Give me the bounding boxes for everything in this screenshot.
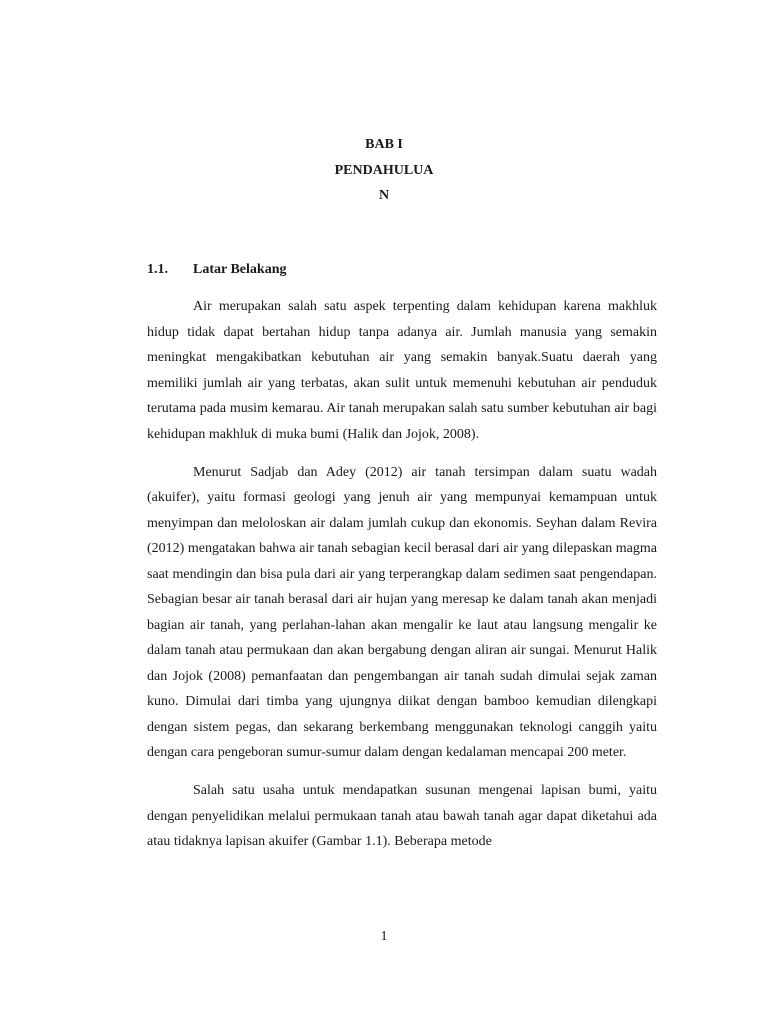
chapter-title-line-1: PENDAHULUA: [334, 163, 434, 178]
section-title: Latar Belakang: [193, 262, 287, 277]
chapter-title-line-2: N: [378, 188, 390, 203]
page-number: 1: [380, 929, 388, 944]
body-text: [147, 294, 657, 867]
paragraph: Air merupakan salah satu aspek terpenting dalam kehidupan karena makhluk hidup tidak dapat bertahan hidup tanpa adanya air. Jumlah manusia yang semakin meningkat mengakibatkan kebutuhan air yang semakin banyak.Suatu daerah yang memiliki jumlah air yang terbatas, akan sulit untuk memenuhi kebutuhan air penduduk terutama pada musim kemarau. Air tanah merupakan salah satu sumber kebutuhan air bagi kehidupan makhluk di muka bumi (Halik dan Jojok, 2008).: [147, 299, 657, 442]
section-number: 1.1.: [147, 262, 168, 277]
paragraph: Menurut Sadjab dan Adey (2012) air tanah tersimpan dalam suatu wadah (akuifer), yaitu formasi geologi yang jenuh air yang mempunyai kemampuan untuk menyimpan dan meloloskan air dalam jumlah cukup dan ekonomis. Seyhan dalam Revira (2012) mengatakan bahwa air tanah sebagian kecil berasal dari air yang dilepaskan magma saat mendingin dan bisa pula dari air yang terperangkap dalam sedimen saat pengendapan. Sebagian besar air tanah berasal dari air hujan yang meresap ke dalam tanah akan menjadi bagian air tanah, yang perlahan-lahan akan mengalir ke laut atau langsung mengalir ke dalam tanah atau permukaan dan akan bergabung dengan aliran air sungai. Menurut Halik dan Jojok (2008) pemanfaatan dan pengembangan air tanah sudah dimulai sejak zaman kuno. Dimulai dari timba yang ujungnya diikat dengan bamboo kemudian dilengkapi dengan sistem pegas, dan sekarang berkembang menggunakan teknologi canggih yaitu dengan cara pengeboran sumur-sumur dalam dengan kedalaman mencapai 200 meter.: [147, 464, 657, 760]
paragraph: Salah satu usaha untuk mendapatkan susunan mengenai lapisan bumi, yaitu dengan penyelidikan melalui permukaan tanah atau bawah tanah agar dapat diketahui ada atau tidaknya lapisan akuifer (Gambar 1.1). Beberapa metode: [147, 783, 657, 849]
chapter-label: BAB I: [365, 137, 403, 152]
